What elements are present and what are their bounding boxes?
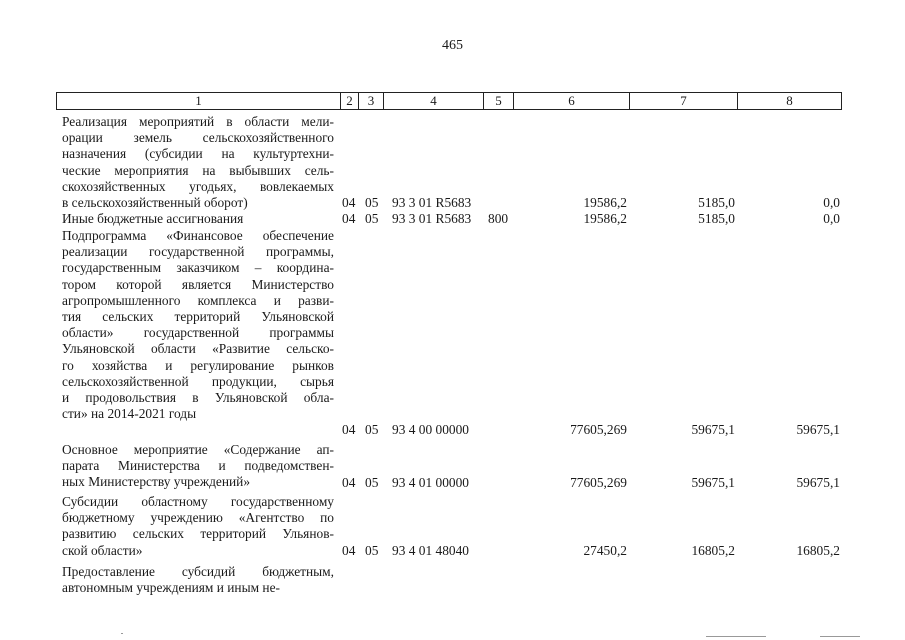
scan-artifact	[706, 636, 766, 637]
page-number: 465	[442, 38, 463, 53]
row-description	[62, 211, 334, 227]
header-col-8: 8	[737, 93, 841, 109]
code-section: 04	[342, 475, 356, 490]
code-section: 04	[342, 195, 356, 210]
description-line: агропромышленного комплекса и разви-	[62, 292, 334, 308]
value-col-6: 77605,269	[570, 422, 627, 437]
header-col-1: 1	[195, 93, 202, 108]
code-target: 93 3 01 R5683	[392, 211, 472, 226]
header-col-5: 5	[483, 93, 513, 109]
description-line: го хозяйства и регулирование рынков	[62, 357, 334, 373]
code-section: 04	[342, 422, 356, 437]
description-line: Подпрограмма «Финансовое обеспечение	[62, 228, 334, 243]
code-subsection: 05	[365, 543, 379, 558]
scan-artifact	[820, 636, 860, 637]
description-line: скохозяйственных угодьях, вовлекаемых	[62, 178, 334, 194]
code-target: 93 4 01 00000	[392, 475, 469, 490]
value-col-8: 0,0	[823, 211, 840, 226]
description-line: назначения (субсидии на культуртехни-	[62, 146, 334, 162]
value-col-8: 59675,1	[796, 422, 840, 437]
table-header	[56, 92, 842, 110]
value-col-6: 77605,269	[570, 475, 627, 490]
value-col-8: 0,0	[823, 195, 840, 210]
row-description	[62, 442, 334, 491]
row-description	[62, 114, 334, 211]
description-line: развитию сельских территорий Ульянов-	[62, 526, 334, 542]
value-col-6: 19586,2	[583, 195, 627, 210]
description-line: Субсидии областному государственному	[62, 494, 334, 509]
code-expense-type: 800	[488, 211, 509, 226]
row-description	[62, 564, 334, 596]
description-line: Предоставление субсидий бюджетным,	[62, 564, 334, 579]
description-line: государственным заказчиком – координа-	[62, 260, 334, 276]
description-line: тия сельских территорий Ульяновской	[62, 309, 334, 325]
description-line: Ульяновской области «Развитие сельско-	[62, 341, 334, 357]
description-line: ческие мероприятия на выбывших сель-	[62, 162, 334, 178]
code-section: 04	[342, 543, 356, 558]
code-section: 04	[342, 211, 356, 226]
row-description	[62, 228, 334, 422]
code-target: 93 3 01 R5683	[392, 195, 472, 210]
value-col-7: 59675,1	[691, 475, 735, 490]
code-target: 93 4 00 00000	[392, 422, 469, 437]
code-subsection: 05	[365, 475, 379, 490]
code-subsection: 05	[365, 422, 379, 437]
description-line: бюджетному учреждению «Агентство по	[62, 510, 334, 526]
header-col-6: 6	[513, 93, 629, 109]
header-col-7: 7	[629, 93, 737, 109]
description-line: ных Министерству учреждений»	[62, 474, 251, 490]
value-col-7: 59675,1	[691, 422, 735, 437]
description-line: Основное мероприятие «Содержание ап-	[62, 442, 334, 457]
scan-artifact	[121, 633, 123, 634]
description-line: сельскохозяйственной продукции, сырья	[62, 373, 334, 389]
description-line: области» государственной программы	[62, 325, 334, 341]
value-col-8: 59675,1	[796, 475, 840, 490]
value-col-7: 5185,0	[698, 195, 735, 210]
value-col-8: 16805,2	[796, 543, 840, 558]
header-col-2: 2	[340, 93, 358, 109]
code-target: 93 4 01 48040	[392, 543, 469, 558]
description-line: орации земель сельскохозяйственного	[62, 130, 334, 146]
description-line: сти» на 2014-2021 годы	[62, 406, 197, 422]
description-line: Иные бюджетные ассигнования	[62, 211, 244, 226]
description-line: автономным учреждениям и иным не-	[62, 580, 280, 596]
description-line: парата Министерства и подведомствен-	[62, 458, 334, 474]
value-col-7: 5185,0	[698, 211, 735, 226]
value-col-6: 27450,2	[583, 543, 627, 558]
header-col-4: 4	[383, 93, 483, 109]
description-line: и продовольствия в Ульяновской обла-	[62, 390, 334, 406]
code-subsection: 05	[365, 211, 379, 226]
description-line: реализации государственной программы,	[62, 244, 334, 260]
value-col-6: 19586,2	[583, 211, 627, 226]
header-col-3: 3	[358, 93, 383, 109]
description-line: ской области»	[62, 542, 143, 558]
description-line: Реализация мероприятий в области мели-	[62, 114, 334, 129]
description-line: в сельскохозяйственный оборот)	[62, 195, 248, 211]
value-col-7: 16805,2	[691, 543, 735, 558]
description-line: тором которой является Министерство	[62, 276, 334, 292]
row-description	[62, 494, 334, 559]
code-subsection: 05	[365, 195, 379, 210]
